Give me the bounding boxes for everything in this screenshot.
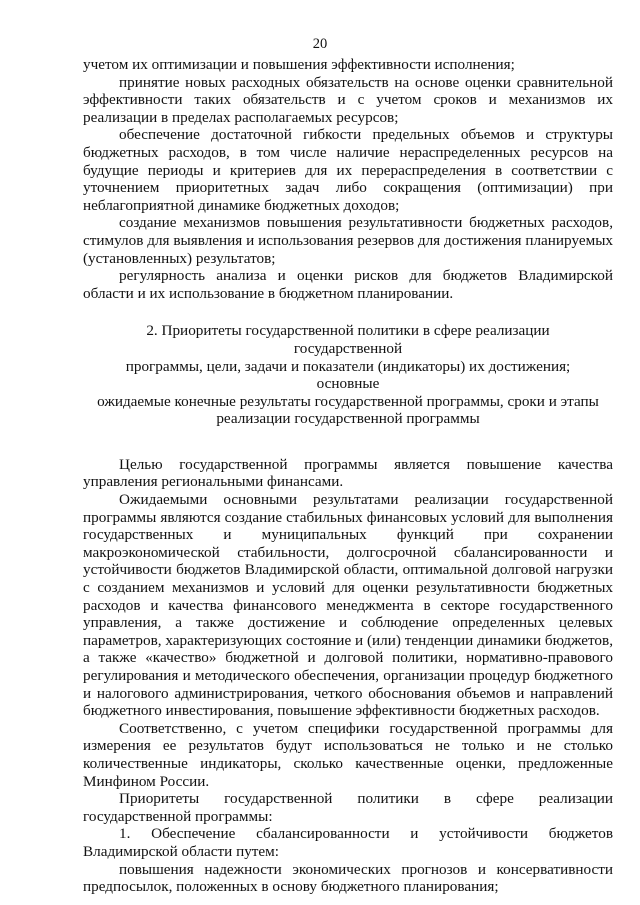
paragraph: Ожидаемыми основными результатами реализации государственной программы являются создание стабильных финансовых условий для выполнения государственных и муниципальных функций при сохранении макроэкономической стабильности, долгосрочной сбалансированности и устойчивости бюджетов Владимирской области, оптимальной долговой нагрузки с созданием механизмов и условий для оценки результативности бюджетных расходов и качества финансового менеджмента в секторе государственного управления, а также достижение и соблюдение определенных целевых параметров, характеризующих состояние и (или) тенденции динамики бюджетов, а также «качество» бюджетной и долговой политики, нормативно-правового регулирования и методического обеспечения, организации процедур бюджетного и налогового администрирования, четкого обоснования объемов и направлений бюджетного инвестирования, повышение эффективности бюджетных расходов. xyxy=(83,491,613,720)
document-body xyxy=(83,56,613,896)
paragraph: Соответственно, с учетом специфики государственной программы для измерения ее результатов будут использоваться не только и не столько количественные индикаторы, сколько качественные оценки, предложенные Минфином России. xyxy=(83,719,613,790)
paragraph: повышения надежности экономических прогнозов и консервативности предпосылок, положенных в основу бюджетного планирования; xyxy=(83,860,613,896)
section-heading xyxy=(97,322,599,428)
page-number: 20 xyxy=(312,36,328,52)
paragraph: Приоритеты государственной политики в сфере реализации государственной программы: xyxy=(83,790,613,825)
paragraph: обеспечение достаточной гибкости предельных объемов и структуры бюджетных расходов, в том числе наличие нераспределенных ресурсов на будущие периоды и критериев для их перераспределения в соответствии с уточнением приоритетных задач либо сокращения (оптимизации) при неблагоприятной динамике бюджетных доходов; xyxy=(83,126,613,214)
paragraph: учетом их оптимизации и повышения эффективности исполнения; xyxy=(83,56,515,73)
section-heading-line: 2. Приоритеты государственной политики в сфере реализации государственной xyxy=(146,322,550,357)
section-heading-line: реализации государственной программы xyxy=(216,410,480,428)
section-heading-line: программы, цели, задачи и показатели (индикаторы) их достижения; основные xyxy=(125,357,571,393)
paragraph: создание механизмов повышения результативности бюджетных расходов, стимулов для выявления и использования резервов для достижения планируемых (установленных) результатов; xyxy=(83,214,613,267)
paragraph: принятие новых расходных обязательств на основе оценки сравнительной эффективности таких обязательств и с учетом сроков и механизмов их реализации в пределах располагаемых ресурсов; xyxy=(83,73,613,126)
section-heading-line: ожидаемые конечные результаты государственной программы, сроки и этапы xyxy=(97,392,599,410)
paragraph: Целью государственной программы является повышение качества управления региональными финансами. xyxy=(83,455,613,491)
paragraph: 1. Обеспечение сбалансированности и устойчивости бюджетов Владимирской области путем: xyxy=(83,825,613,860)
paragraph: регулярность анализа и оценки рисков для бюджетов Владимирской области и их использование в бюджетном планировании. xyxy=(83,267,613,302)
